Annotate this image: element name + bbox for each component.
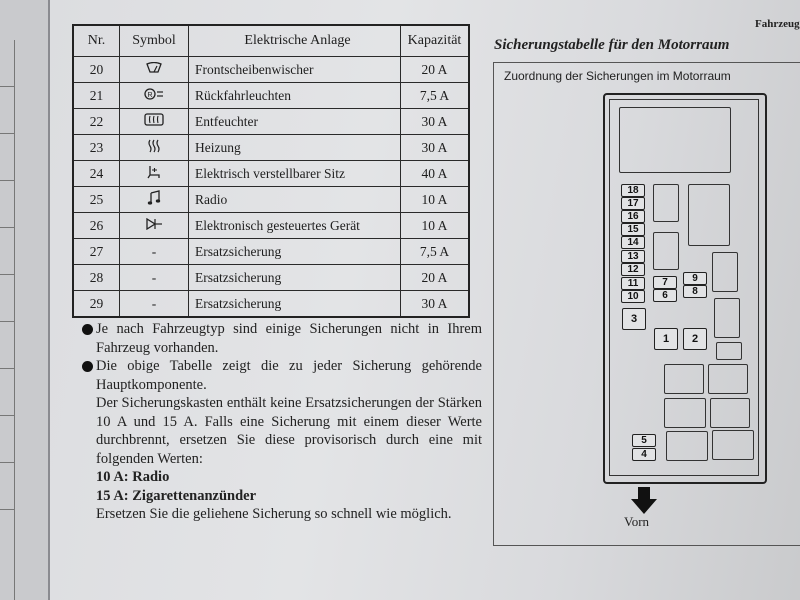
table-row: [73, 213, 469, 239]
cell-symbol: -: [120, 239, 189, 265]
cell-kapazitaet: 7,5 A: [401, 83, 470, 109]
cell-symbol: -: [120, 265, 189, 291]
cell-kapazitaet: 20 A: [401, 57, 470, 83]
fuse-15: 15: [621, 223, 645, 236]
note-bullet: [82, 357, 482, 394]
diagram-caption: Zuordnung der Sicherungen im Motorraum: [504, 69, 731, 83]
note-paragraph: Der Sicherungskasten enthält keine Ersatzsicherungen der Stärken 10 A und 15 A. Falls eine Sicherung mit einem dieser Werte durchbrennt, ersetzen Sie diese provisorisch durch eine mit folgenden Werten:: [96, 395, 482, 467]
bullet-dot-icon: [82, 361, 93, 372]
cell-anlage: Ersatzsicherung: [189, 239, 401, 265]
cell-kapazitaet: 20 A: [401, 265, 470, 291]
fuse-6: 6: [653, 289, 677, 302]
cell-nr: 22: [73, 109, 120, 135]
fuse-8: 8: [683, 285, 707, 298]
table-row: [73, 187, 469, 213]
cell-anlage: Elektronisch gesteuertes Gerät: [189, 213, 401, 239]
heater-icon: [120, 135, 189, 161]
relay-slot: [688, 184, 730, 246]
cell-nr: 24: [73, 161, 120, 187]
cell-kapazitaet: 30 A: [401, 135, 470, 161]
column-header-anlage: Elektrische Anlage: [189, 25, 401, 57]
cell-anlage: Entfeuchter: [189, 109, 401, 135]
front-arrow-icon: [630, 487, 658, 515]
front-label: Vorn: [624, 514, 650, 529]
relay-slot: [712, 252, 738, 292]
relay-slot: [664, 398, 706, 428]
fuse-1: 1: [654, 328, 678, 350]
fuse-4: 4: [632, 448, 656, 461]
cell-nr: 23: [73, 135, 120, 161]
wiper-icon: [120, 57, 189, 83]
note-bullet: [82, 320, 482, 357]
relay-slot: [653, 184, 679, 222]
cell-anlage: Rückfahrleuchten: [189, 83, 401, 109]
fuse-7: 7: [653, 276, 677, 289]
relay-slot: [664, 364, 704, 394]
cell-nr: 28: [73, 265, 120, 291]
relay-slot: [710, 398, 750, 428]
cell-nr: 29: [73, 291, 120, 318]
cell-nr: 25: [73, 187, 120, 213]
cell-symbol: -: [120, 291, 189, 318]
table-row: [73, 161, 469, 187]
music-note-icon: [120, 187, 189, 213]
table-row: [73, 109, 469, 135]
note-text: Die obige Tabelle zeigt die zu jeder Sicherung gehörende Hauptkomponente.: [96, 358, 482, 393]
cell-nr: 26: [73, 213, 120, 239]
column-header-nr: Nr.: [73, 25, 120, 57]
fuse-14: 14: [621, 236, 645, 249]
bullet-dot-icon: [82, 324, 93, 335]
relay-slot: [708, 364, 748, 394]
column-header-symbol: Symbol: [120, 25, 189, 57]
cell-kapazitaet: 30 A: [401, 291, 470, 318]
table-row: [73, 239, 469, 265]
cell-kapazitaet: 30 A: [401, 109, 470, 135]
left-page-edge: [0, 0, 50, 600]
fuse-table: [72, 24, 470, 318]
cell-kapazitaet: 10 A: [401, 213, 470, 239]
fuse-substitute-radio: 10 A: Radio: [96, 469, 170, 485]
fuse-11: 11: [621, 277, 645, 290]
relay-slot: [716, 342, 742, 360]
fuse-12: 12: [621, 263, 645, 276]
fuse-substitute-lighter: 15 A: Zigarettenanzünder: [96, 487, 257, 504]
cell-kapazitaet: 7,5 A: [401, 239, 470, 265]
defogger-icon: [120, 109, 189, 135]
cell-nr: 20: [73, 57, 120, 83]
table-row: [73, 135, 469, 161]
cell-anlage: Elektrisch verstellbarer Sitz: [189, 161, 401, 187]
cell-kapazitaet: 10 A: [401, 187, 470, 213]
relay-block: [619, 107, 731, 173]
column-header-kapazitaet: Kapazität: [401, 25, 470, 57]
table-row: [73, 57, 469, 83]
fuse-9: 9: [683, 272, 707, 285]
fuse-3: 3: [622, 308, 646, 330]
relay-slot: [712, 430, 754, 460]
cell-kapazitaet: 40 A: [401, 161, 470, 187]
fuse-16: 16: [621, 210, 645, 223]
svg-text:R: R: [147, 91, 153, 99]
cell-nr: 27: [73, 239, 120, 265]
closing-note: Ersetzen Sie die geliehene Sicherung so schnell wie möglich.: [96, 506, 452, 522]
table-header-row: [73, 25, 469, 57]
relay-slot: [666, 431, 708, 461]
diagram-title: Sicherungstabelle für den Motorraum: [494, 37, 730, 53]
cell-anlage: Frontscheibenwischer: [189, 57, 401, 83]
reverse-light-icon: [120, 83, 189, 109]
cell-anlage: Heizung: [189, 135, 401, 161]
table-row: [73, 83, 469, 109]
fuse-17: 17: [621, 197, 645, 210]
fuse-5: 5: [632, 434, 656, 447]
notes-section: [82, 320, 482, 524]
fuse-2: 2: [683, 328, 707, 350]
relay-slot: [653, 232, 679, 270]
cell-anlage: Ersatzsicherung: [189, 291, 401, 318]
note-text: Je nach Fahrzeugtyp sind einige Sicherungen nicht in Ihrem Fahrzeug vorhanden.: [96, 321, 482, 356]
cell-anlage: Radio: [189, 187, 401, 213]
fuse-13: 13: [621, 250, 645, 263]
fuse-10: 10: [621, 290, 645, 303]
cell-nr: 21: [73, 83, 120, 109]
fuse-18: 18: [621, 184, 645, 197]
table-row: [73, 291, 469, 318]
section-header: Fahrzeug: [755, 18, 800, 30]
electronic-device-icon: [120, 213, 189, 239]
relay-slot: [714, 298, 740, 338]
cell-anlage: Ersatzsicherung: [189, 265, 401, 291]
table-row: [73, 265, 469, 291]
power-seat-icon: [120, 161, 189, 187]
